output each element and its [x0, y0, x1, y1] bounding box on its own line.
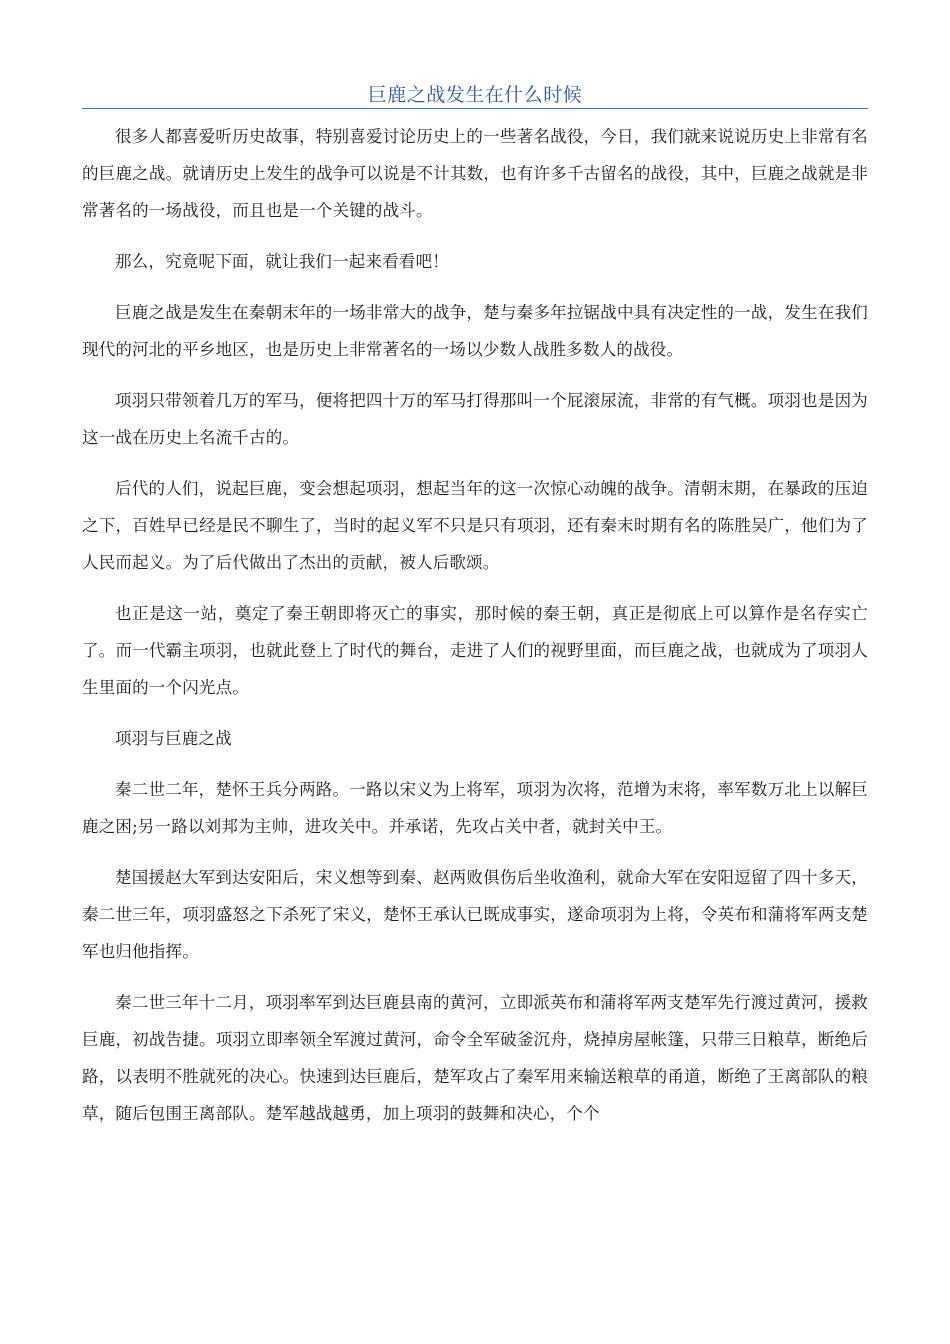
paragraph-lead-in: 那么，究竟呢下面，就让我们一起来看看吧！ — [115, 252, 449, 271]
paragraph-overview: 巨鹿之战是发生在秦朝末年的一场非常大的战争，楚与秦多年拉锯战中具有决定性的一战，发生在我们现代的河北的平乡地区，也是历史上非常著名的一场以少数人战胜多数人的战役。 — [82, 303, 868, 359]
page-title: 巨鹿之战发生在什么时候 — [367, 84, 583, 106]
paragraph-significance: 也正是这一站，奠定了秦王朝即将灭亡的事实，那时候的秦王朝，真正是彻底上可以算作是名存实亡了。而一代霸主项羽，也就此登上了时代的舞台，走进了人们的视野里面，而巨鹿之战，也就成为了项羽人生里面的一个闪光点。 — [82, 604, 868, 697]
paragraph-battle: 秦二世三年十二月，项羽率军到达巨鹿县南的黄河，立即派英布和蒲将军两支楚军先行渡过黄河，援救巨鹿，初战告捷。项羽立即率领全军渡过黄河，命令全军破釜沉舟，烧掉房屋帐篷，只带三日粮草，断绝后路，以表明不胜就死的决心。快速到达巨鹿后，楚军攻占了秦军用来输送粮草的甬道，断绝了王离部队的粮草，随后包围王离部队。楚军越战越勇，加上项羽的鼓舞和决心，个个 — [82, 993, 868, 1123]
paragraph-intro: 很多人都喜爱听历史故事，特别喜爱讨论历史上的一些著名战役，今日，我们就来说说历史上非常有名的巨鹿之战。就请历史上发生的战争可以说是不计其数，也有许多千古留名的战役，其中，巨鹿之战就是非常著名的一场战役，而且也是一个关键的战斗。 — [82, 127, 868, 220]
paragraph-campaign-start: 秦二世二年，楚怀王兵分两路。一路以宋义为上将军，项羽为次将，范增为末将，率军数万北上以解巨鹿之困;另一路以刘邦为主帅，进攻关中。并承诺，先攻占关中者，就封关中王。 — [82, 780, 868, 836]
paragraph-legacy: 后代的人们，说起巨鹿，变会想起项羽，想起当年的这一次惊心动魄的战争。清朝末期，在暴政的压迫之下，百姓早已经是民不聊生了，当时的起义军不只是只有项羽，还有秦末时期有名的陈胜吴广，他们为了人民而起义。为了后代做出了杰出的贡献，被人后歌颂。 — [82, 479, 868, 572]
paragraph-anyang: 楚国援赵大军到达安阳后，宋义想等到秦、赵两败俱伤后坐收渔利，就命大军在安阳逗留了四十多天，秦二世三年，项羽盛怒之下杀死了宋义，楚怀王承认已既成事实，遂命项羽为上将，令英布和蒲将军两支楚军也归他指挥。 — [82, 868, 868, 961]
title-underline — [82, 108, 868, 109]
document-body — [82, 118, 868, 1146]
section-heading: 项羽与巨鹿之战 — [115, 729, 232, 748]
paragraph-xiang-yu: 项羽只带领着几万的军马，便将把四十万的军马打得那叫一个屁滚尿流，非常的有气概。项羽也是因为这一战在历史上名流千古的。 — [82, 391, 868, 447]
